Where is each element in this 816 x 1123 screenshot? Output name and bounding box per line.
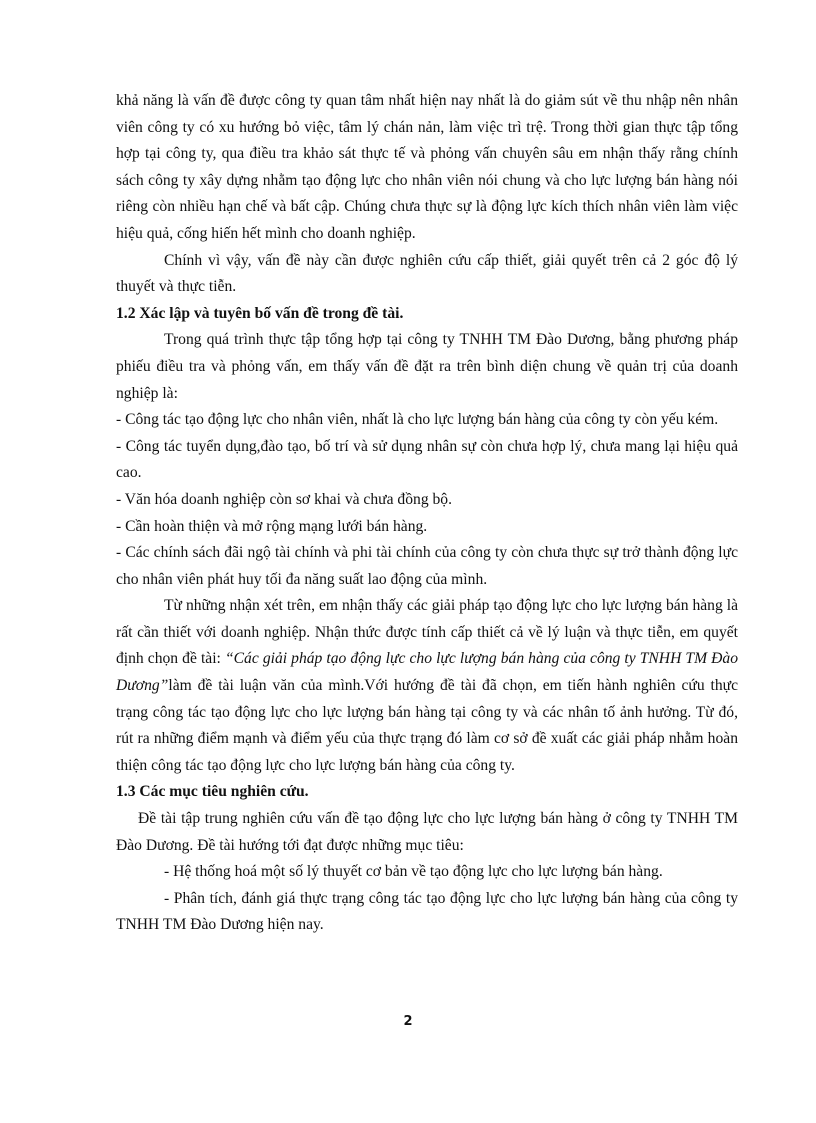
- page-number: 2: [403, 1014, 413, 1029]
- section-1-2-item: - Cần hoàn thiện và mở rộng mạng lưới bán hàng.: [116, 517, 428, 535]
- section-1-3-item: - Phân tích, đánh giá thực trạng công tác tạo động lực cho lực lượng bán hàng của công ty TNHH TM Đào Dương hiện nay.: [116, 889, 738, 934]
- document-page: [116, 88, 738, 939]
- section-1-3-intro: Đề tài tập trung nghiên cứu vấn đề tạo động lực cho lực lượng bán hàng ở công ty TNHH TM Đào Dương. Đề tài hướng tới đạt được những mục tiêu:: [116, 810, 738, 854]
- paragraph-conclusion: Chính vì vậy, vấn đề này cần được nghiên cứu cấp thiết, giải quyết trên cả 2 góc độ lý thuyết và thực tiễn.: [116, 251, 738, 296]
- section-heading-1-2: 1.2 Xác lập và tuyên bố vấn đề trong đề tài.: [116, 304, 404, 322]
- conclusion-text-end: làm đề tài luận văn của mình.Với hướng đề tài đã chọn, em tiến hành nghiên cứu thực trạng công tác tạo động lực cho lực lượng bán hàng tại công ty và các nhân tố ảnh hưởng. Từ đó, rút ra những điểm mạnh và điểm yếu của thực trạng đó làm cơ sở đề xuất các giải pháp nhằm hoàn thiện công tác tạo động lực cho lực lượng bán hàng của công ty.: [116, 677, 738, 774]
- conclusion-text-start: Từ những nhận xét trên, em nhận thấy các giải pháp tạo động lực cho lực lượng bán hàng là rất cần thiết với doanh nghiệp. Nhận thức được tính cấp thiết cả về lý luận và thực tiễn, em quyết định chọn đề tài:: [116, 597, 738, 668]
- section-1-2-intro: Trong quá trình thực tập tổng hợp tại công ty TNHH TM Đào Dương, bằng phương pháp phiếu điều tra và phỏng vấn, em thấy vấn đề đặt ra trên bình diện chung về quản trị của doanh nghiệp là:: [116, 331, 738, 402]
- section-1-2-item: - Công tác tạo động lực cho nhân viên, nhất là cho lực lượng bán hàng của công ty còn yếu kém.: [116, 411, 719, 429]
- section-1-3-item: - Hệ thống hoá một số lý thuyết cơ bản về tạo động lực cho lực lượng bán hàng.: [164, 863, 663, 881]
- section-heading-1-3: 1.3 Các mục tiêu nghiên cứu.: [116, 783, 309, 801]
- section-1-2-item: - Công tác tuyển dụng,đào tạo, bố trí và sử dụng nhân sự còn chưa hợp lý, chưa mang lại hiệu quả cao.: [116, 437, 738, 482]
- section-1-2-item: - Các chính sách đãi ngộ tài chính và phi tài chính của công ty còn chưa thực sự trở thành động lực cho nhân viên phát huy tối đa năng suất lao động của mình.: [116, 544, 738, 588]
- section-1-2-conclusion: [116, 593, 738, 779]
- paragraph-intro: khả năng là vấn đề được công ty quan tâm nhất hiện nay nhất là do giảm sút về thu nhập nên nhân viên công ty có xu hướng bỏ việc, tâm lý chán nản, làm việc trì trệ. Trong thời gian thực tập tổng hợp tại công ty, qua điều tra khảo sát thực tế và phỏng vấn chuyên sâu em nhận thấy rằng chính sách công ty xây dựng nhằm tạo động lực cho nhân viên nói chung và cho lực lượng bán hàng nói riêng còn nhiều hạn chế và bất cập. Chúng chưa thực sự là động lực kích thích nhân viên làm việc hiệu quả, cống hiến hết mình cho doanh nghiệp.: [116, 92, 738, 242]
- thesis-title: “Các giải pháp tạo động lực cho lực lượng bán hàng của công ty TNHH TM Đào Dương”: [116, 650, 738, 695]
- section-1-2-item: - Văn hóa doanh nghiệp còn sơ khai và chưa đồng bộ.: [116, 490, 453, 508]
